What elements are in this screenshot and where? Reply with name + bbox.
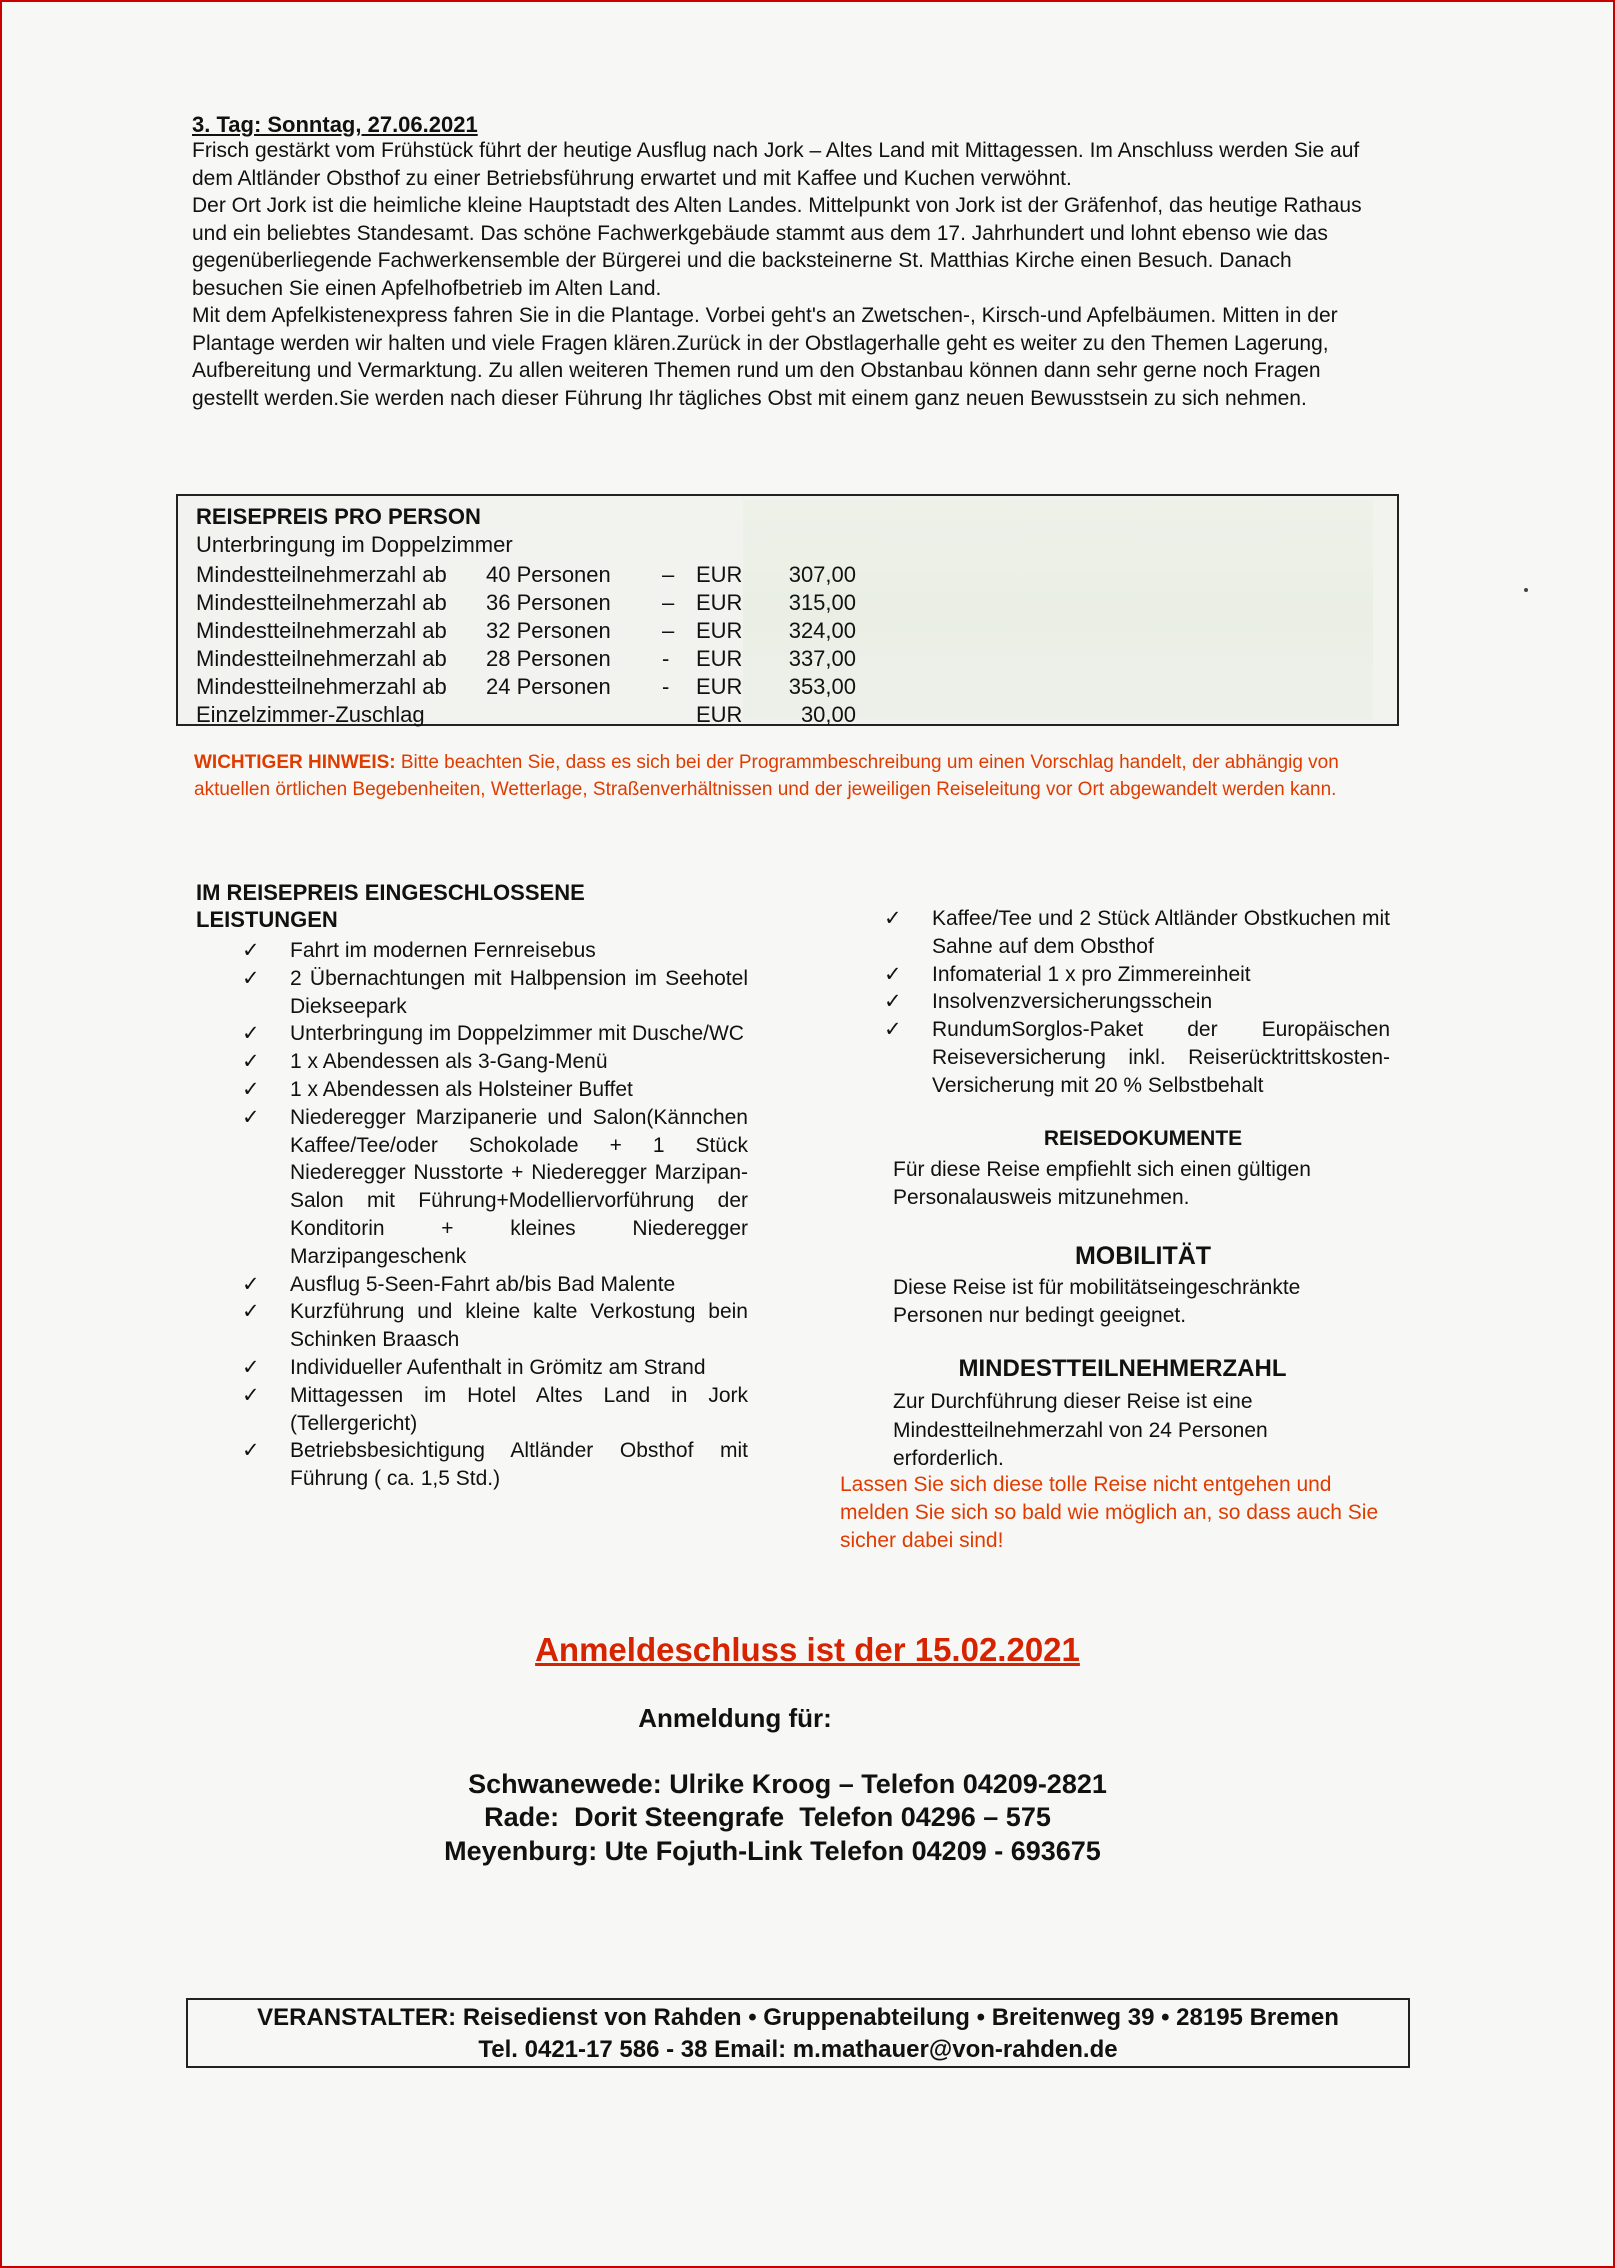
- price-currency: EUR: [696, 562, 743, 587]
- contact-rade: Rade: Dorit Steengrafe Telefon 04296 – 575: [484, 1802, 1051, 1832]
- included-item: [242, 1104, 748, 1271]
- price-currency: EUR: [696, 646, 743, 671]
- included-item-text: Kurzführung und kleine kalte Verkostung bein Schinken Braasch: [290, 1300, 748, 1352]
- included-item-text: Betriebsbesichtigung Altländer Obsthof mit Führung ( ca. 1,5 Std.): [290, 1439, 748, 1491]
- mobilitaet-text: Diese Reise ist für mobilitätseingeschränkte Personen nur bedingt geeignet.: [893, 1276, 1301, 1327]
- scan-speck: [1524, 588, 1528, 592]
- included-item-text: 1 x Abendessen als Holsteiner Buffet: [290, 1077, 633, 1101]
- price-count: 24 Personen: [486, 674, 611, 699]
- checkmark-icon: ✓: [884, 990, 902, 1014]
- included-item-text: Unterbringung im Doppelzimmer mit Dusche/WC: [290, 1022, 744, 1046]
- included-item: [242, 937, 748, 965]
- jork-paragraph: Der Ort Jork ist die heimliche kleine Hauptstadt des Alten Landes. Mittelpunkt von Jork ist der Gräfenhof, das heutige Rathaus und ein beliebtes Standesamt. Das schöne Fachwerkgebäude stammt aus dem 17. Jahrhundert und lohnt ebenso wie das gegenüberliegende Fachwerkensemble der Bürgerei und die backsteinerne St. Matthias Kirche einen Besuch. Danach besuchen Sie einen Apfelhofbetrieb im Alten Land.: [192, 194, 1362, 300]
- contact-schwanewede: Schwanewede: Ulrike Kroog – Telefon 04209-2821: [468, 1769, 1107, 1799]
- price-label: Mindestteilnehmerzahl ab: [196, 674, 447, 699]
- notice-label: WICHTIGER HINWEIS:: [194, 752, 396, 773]
- included-heading: IM REISEPREIS EINGESCHLOSSENE LEISTUNGEN: [196, 880, 585, 932]
- registration-label: Anmeldung für:: [638, 1703, 832, 1733]
- price-box: [176, 494, 1399, 726]
- checkmark-icon: ✓: [884, 907, 902, 930]
- price-amount: 353,00: [788, 674, 856, 699]
- price-count: 36 Personen: [486, 590, 611, 615]
- price-amount: 30,00: [800, 702, 856, 727]
- price-dash: –: [662, 618, 675, 643]
- included-item: [242, 1382, 748, 1438]
- price-count: 32 Personen: [486, 618, 611, 643]
- price-row: [196, 674, 856, 702]
- price-dash: -: [662, 674, 670, 699]
- checkmark-icon: ✓: [242, 1050, 260, 1074]
- included-item: [242, 1020, 748, 1048]
- included-item-text: Ausflug 5-Seen-Fahrt ab/bis Bad Malente: [290, 1272, 676, 1296]
- price-label: Mindestteilnehmerzahl ab: [196, 562, 447, 587]
- checkmark-icon: ✓: [884, 1018, 902, 1042]
- call-to-action: Lassen Sie sich diese tolle Reise nicht entgehen und melden Sie sich so bald wie möglich an, so dass auch Sie sicher dabei sind!: [840, 1473, 1379, 1552]
- price-row: [196, 562, 856, 590]
- included-list-left: [242, 937, 748, 1493]
- checkmark-icon: ✓: [242, 1022, 260, 1046]
- organizer-contact-line: Tel. 0421-17 586 - 38 Email: m.mathauer@von-rahden.de: [478, 2036, 1118, 2063]
- price-amount: 337,00: [788, 646, 856, 671]
- included-item-text: RundumSorglos-Paket der Europäischen Reiseversicherung inkl. Reiserücktrittskosten-Versicherung mit 20 % Selbstbehalt: [932, 1018, 1390, 1097]
- price-dash: –: [662, 562, 675, 587]
- price-row: [196, 646, 856, 674]
- included-item-text: 2 Übernachtungen mit Halbpension im Seehotel Diekseepark: [290, 966, 748, 1018]
- checkmark-icon: ✓: [242, 1439, 260, 1463]
- price-label: Mindestteilnehmerzahl ab: [196, 646, 447, 671]
- price-currency: EUR: [696, 674, 743, 699]
- checkmark-icon: ✓: [242, 1300, 260, 1324]
- checkmark-icon: ✓: [242, 1272, 260, 1296]
- mobilitaet-heading: MOBILITÄT: [1074, 1242, 1212, 1270]
- price-dash: -: [662, 646, 670, 671]
- price-label: Einzelzimmer-Zuschlag: [196, 702, 425, 727]
- included-item-text: 1 x Abendessen als 3-Gang-Menü: [290, 1050, 608, 1074]
- checkmark-icon: ✓: [242, 939, 260, 962]
- registration-deadline: Anmeldeschluss ist der 15.02.2021: [535, 1631, 1080, 1668]
- included-item-text: Mittagessen im Hotel Altes Land in Jork (Tellergericht): [290, 1383, 748, 1435]
- price-title: REISEPREIS PRO PERSON: [196, 504, 481, 529]
- reisedokumente-heading: REISEDOKUMENTE: [1043, 1127, 1243, 1150]
- checkmark-icon: ✓: [242, 1383, 260, 1407]
- included-item-text: Fahrt im modernen Fernreisebus: [290, 939, 596, 962]
- included-item-text: Infomaterial 1 x pro Zimmereinheit: [932, 962, 1251, 986]
- price-dash: –: [662, 590, 675, 615]
- price-amount: 307,00: [788, 562, 856, 587]
- checkmark-icon: ✓: [884, 962, 902, 986]
- included-item: [242, 1437, 748, 1493]
- important-notice: [194, 749, 1389, 803]
- checkmark-icon: ✓: [242, 1077, 260, 1101]
- included-item: [242, 1354, 748, 1382]
- notice-text: Bitte beachten Sie, dass es sich bei der Programmbeschreibung um einen Vorschlag handelt, der abhängig von aktuellen örtlichen Begebenheiten, Wetterlage, Straßenverhältnissen und der jeweiligen Reiseleitung vor Ort abgewandelt werden kann.: [194, 752, 1339, 800]
- price-label: Mindestteilnehmerzahl ab: [196, 590, 447, 615]
- included-item: [884, 1016, 1390, 1099]
- price-currency: EUR: [696, 702, 743, 727]
- included-item: [884, 905, 1390, 961]
- checkmark-icon: ✓: [242, 1355, 260, 1379]
- price-row: [196, 702, 856, 730]
- included-item: [884, 988, 1390, 1016]
- price-label: Mindestteilnehmerzahl ab: [196, 618, 447, 643]
- mindestteilnehmer-heading: MINDESTTEILNEHMERZAHL: [958, 1355, 1287, 1382]
- included-item: [242, 1076, 748, 1104]
- included-item-text: Kaffee/Tee und 2 Stück Altländer Obstkuchen mit Sahne auf dem Obsthof: [932, 907, 1390, 958]
- checkmark-icon: ✓: [242, 966, 260, 990]
- plantage-paragraph: Mit dem Apfelkistenexpress fahren Sie in die Plantage. Vorbei geht's an Zwetschen-, Kirsch-und Apfelbäumen. Mitten in der Plantage werden wir halten und viele Fragen klären.Zurück in der Obstlagerhalle geht es weiter zu den Themen Lagerung, Aufbereitung und Vermarktung. Zu allen weiteren Themen rund um den Obstanbau können dann sehr gerne noch Fragen gestellt werden.Sie werden nach dieser Führung Ihr tägliches Obst mit einem ganz neuen Bewusstsein zu sich nehmen.: [192, 304, 1338, 410]
- organizer-line: VERANSTALTER: Reisedienst von Rahden • Gruppenabteilung • Breitenweg 39 • 28195 Bremen: [257, 2004, 1339, 2031]
- checkmark-icon: ✓: [242, 1105, 260, 1129]
- included-item-text: Insolvenzversicherungsschein: [932, 990, 1213, 1014]
- reisedokumente-text: Für diese Reise empfiehlt sich einen gültigen Personalausweis mitzunehmen.: [893, 1158, 1311, 1209]
- mindestteilnehmer-text: Zur Durchführung dieser Reise ist eine Mindestteilnehmerzahl von 24 Personen erforderlich.: [893, 1390, 1268, 1470]
- contact-meyenburg: Meyenburg: Ute Fojuth-Link Telefon 04209 - 693675: [444, 1836, 1101, 1866]
- price-count: 28 Personen: [486, 646, 611, 671]
- price-amount: 315,00: [788, 590, 856, 615]
- day-title: 3. Tag: Sonntag, 27.06.2021: [192, 112, 478, 137]
- included-item-text: Individueller Aufenthalt in Grömitz am Strand: [290, 1355, 706, 1379]
- included-item: [884, 961, 1390, 989]
- price-currency: EUR: [696, 618, 743, 643]
- included-item: [242, 1048, 748, 1076]
- included-item-text: Niederegger Marzipanerie und Salon(Kännchen Kaffee/Tee/oder Schokolade + 1 Stück Niederegger Nusstorte + Niederegger Marzipan-Salon mit Führung+Modelliervorführung der Konditorin + kleines Niederegger Marzipangeschenk: [290, 1105, 748, 1268]
- included-item: [242, 1271, 748, 1299]
- included-item: [242, 1298, 748, 1354]
- price-row: [196, 618, 856, 646]
- price-count: 40 Personen: [486, 562, 611, 587]
- intro-paragraph: Frisch gestärkt vom Frühstück führt der heutige Ausflug nach Jork – Altes Land mit Mittagessen. Im Anschluss werden Sie auf dem Altländer Obsthof zu einer Betriebsführung erwartet und mit Kaffee und Kuchen verwöhnt.: [192, 139, 1360, 190]
- price-subtitle: Unterbringung im Doppelzimmer: [196, 532, 513, 557]
- price-row: [196, 590, 856, 618]
- price-currency: EUR: [696, 590, 743, 615]
- organizer-footer: [186, 1998, 1410, 2068]
- included-item: [242, 965, 748, 1021]
- included-list-right: [884, 905, 1390, 1100]
- price-amount: 324,00: [788, 618, 856, 643]
